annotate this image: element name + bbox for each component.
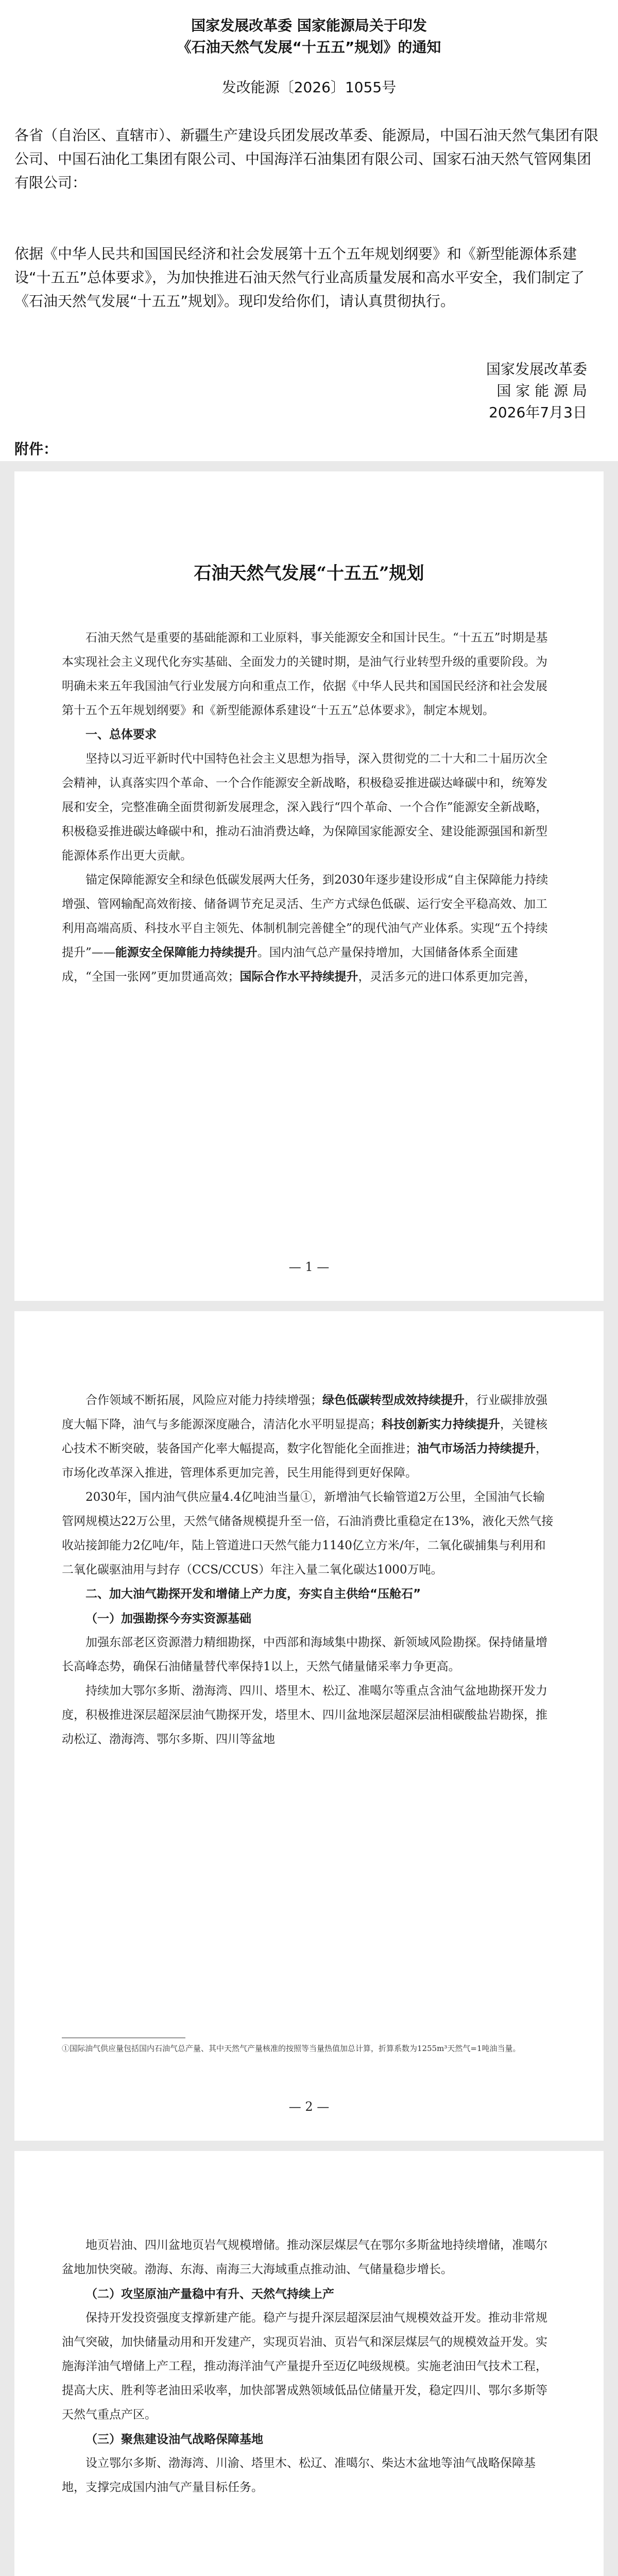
goal-energy-security: 能源安全保障能力持续提升: [115, 946, 258, 959]
page3-cont: 地页岩油、四川盆地页岩气规模增储。推动深层煤层气在鄂尔多斯盆地持续增储，准噶尔盆地加快突破。渤海、东海、南海三大海域重点推动油、气储量稳步增长。: [62, 2239, 547, 2276]
page1-intro: 石油天然气是重要的基础能源和工业原料，事关能源安全和国计民生。“十五五”时期是基本实现社会主义现代化夯实基础、全面发力的关键时期，是油气行业转型升级的重要阶段。为明确未来五年我国油气行业发展方向和重点工作，依据《中华人民共和国国民经济和社会发展第十五个五年规划纲要》和《新型能源体系建设“十五五”总体要求》，制定本规划。: [62, 631, 548, 717]
page-number-2: — 2 —: [288, 2099, 330, 2114]
attachment-page-3: [14, 2151, 604, 2576]
section-heading-2: 二、加大油气勘探开发和增储上产力度，夯实自主供给“压舱石”: [85, 1587, 421, 1601]
document-number: 发改能源〔2026〕1055号: [221, 79, 397, 96]
attachment-label: 附件：: [14, 440, 58, 457]
page3-body: [62, 2233, 556, 2500]
footnote: ①国际油气供应量包括国内石油气总产量、其中天然气产量核准的按照等当量热值加总计算，折算系数为1255m³天然气=1吨油当量。: [62, 2044, 521, 2053]
page1-guiding-principle: 坚持以习近平新时代中国特色社会主义思想为指导，深入贯彻党的二十大和二十届历次全会精神，认真落实四个革命、一个合作能源安全新战略，积极稳妥推进碳达峰碳中和，统筹发展和安全，完整准确全面贯彻新发展理念，深入践行“四个革命、一个合作”能源安全新战略，积极稳妥推进碳达峰碳中和，推动石油消费达峰，为保障国家能源安全、建设能源强国和新型能源体系作出更大贡献。: [62, 752, 548, 862]
goal-green-transition: 绿色低碳转型成效持续提升: [322, 1394, 465, 1407]
goal-international-cooperation: 国际合作水平持续提升: [239, 970, 358, 984]
notice-title-line1: 国家发展改革委 国家能源局关于印发: [191, 17, 427, 34]
notice-section: [0, 0, 618, 461]
page2-key-basins: 持续加大鄂尔多斯、渤海湾、四川、塔里木、松辽、准噶尔等重点含油气盆地勘探开发力度，积极推进深层超深层油气勘探开发，塔里木、四川盆地深层超深层油相碳酸盐岩勘探，推动松辽、渤海湾、鄂尔多斯、四川等盆地: [62, 1684, 547, 1746]
page2-body: [62, 1388, 556, 1752]
page1-goals: 锚定保障能源安全和绿色低碳发展两大任务，到2030年逐步建设形成“自主保障能力持续增强、管网输配高效衔接、储备调节充足灵活、生产方式绿色低碳、运行安全平稳高效、加工利用高端高质、科技水平自主领先、体制机制完善健全”的现代油气产业体系。实现“五个持续提升”——能源安全保障能力持续提升。国内油气总产量保持增加，大国储备体系全面建成，“全国一张网”更加贯通高效；国际合作水平持续提升，灵活多元的进口体系更加完善，: [62, 873, 548, 984]
notice-signature: [486, 359, 587, 423]
page2-goals-cont: 合作领域不断拓展，风险应对能力持续增强；绿色低碳转型成效持续提升，行业碳排放强度大幅下降，油气与多能源深度融合，清洁化水平明显提高；科技创新实力持续提升，关键核心技术不断突破，装备国产化率大幅提高，数字化智能化全面推进；油气市场活力持续提升，市场化改革深入推进，管理体系更加完善，民生用能得到更好保障。: [62, 1394, 547, 1480]
goal-market-vitality: 油气市场活力持续提升: [417, 1442, 536, 1455]
page1-body: [62, 626, 556, 989]
subsection-heading-2-2: （二）攻坚原油产量稳中有升、天然气持续上产: [85, 2287, 334, 2301]
signer-nea: 国 家 能 源 局: [496, 382, 587, 399]
attachment-page-1: [14, 471, 604, 1301]
notice-body: 依据《中华人民共和国国民经济和社会发展第十五个五年规划纲要》和《新型能源体系建设“十五五”总体要求》，为加快推进石油天然气行业高质量发展和高水平安全，我们制定了《石油天然气发展“十五五”规划》。现印发给你们，请认真贯彻执行。: [14, 245, 585, 310]
notice-recipients: 各省（自治区、直辖市）、新疆生产建设兵团发展改革委、能源局，中国石油天然气集团有限公司、中国石油化工集团有限公司、中国海洋石油集团有限公司、国家石油天然气管网集团有限公司：: [14, 127, 599, 191]
page3-bases: 设立鄂尔多斯、渤海湾、川渝、塔里木、松辽、准噶尔、柴达木盆地等油气战略保障基地，支撑完成国内油气产量目标任务。: [62, 2456, 536, 2494]
attachment-page-2: [14, 1311, 604, 2141]
subsection-heading-2-1: （一）加强勘探今夯实资源基础: [85, 1612, 251, 1625]
page2-exploration: 加强东部老区资源潜力精细勘探，中西部和海域集中勘探、新领域风险勘探。保持储量增长高峰态势，确保石油储量替代率保持1以上，天然气储量储采率力争更高。: [62, 1636, 547, 1673]
page2-2030-targets: 2030年，国内油气供应量4.4亿吨油当量①，新增油气长输管道2万公里，全国油气长输管网规模达22万公里，天然气储备规模提升至一倍，石油消费比重稳定在13%，液化天然气接收站接卸能力2亿吨/年，陆上管道进口天然气能力1140亿立方米/年，二氧化碳捕集与利用和二氧化碳驱油用与封存（CCS/CCUS）年注入量二氧化碳达1000万吨。: [62, 1490, 554, 1577]
goal-tech-innovation: 科技创新实力持续提升: [382, 1418, 500, 1431]
subsection-heading-2-3: （三）聚焦建设油气战略保障基地: [85, 2432, 263, 2446]
page-number-1: — 1 —: [288, 1260, 330, 1274]
notice-date: 2026年7月3日: [489, 404, 587, 421]
signer-ndrc: 国家发展改革委: [486, 361, 587, 378]
plan-title: 石油天然气发展“十五五”规划: [194, 563, 424, 584]
section-heading-1: 一、总体要求: [85, 728, 157, 741]
page3-production: 保持开发投资强度支撑新建产能。稳产与提升深层超深层油气规模效益开发。推动非常规油气突破，加快储量动用和开发建产，实现页岩油、页岩气和深层煤层气的规模效益开发。实施海洋油气增储上产工程，推动海洋油气产量提升至迈亿吨级规模。实施老油田气技术工程，提高大庆、胜利等老油田采收率，加快部署成熟领域低品位储量开发，稳定四川、鄂尔多斯等天然气重点产区。: [62, 2311, 547, 2421]
notice-title-line2: 《石油天然气发展“十五五”规划》的通知: [177, 39, 441, 56]
